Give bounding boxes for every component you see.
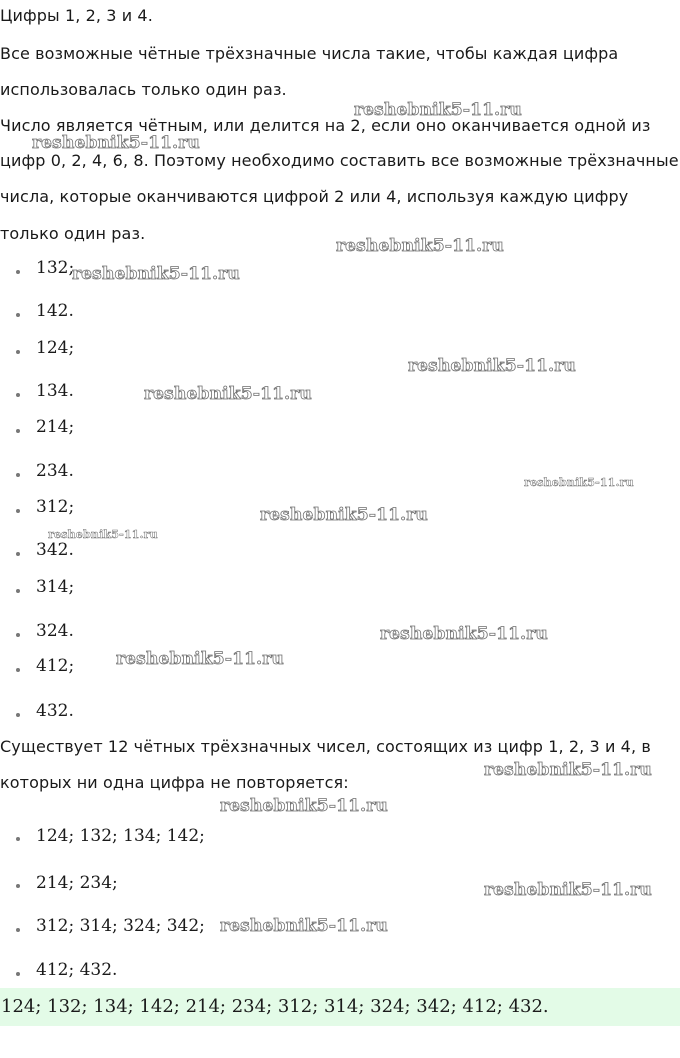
bullet-icon — [16, 473, 20, 477]
watermark: reshebnik5-11.ru — [524, 476, 634, 489]
explanation-line-3: числа, которые оканчиваются цифрой 2 или 4, используя каждую цифру — [0, 187, 629, 206]
watermark: reshebnik5-11.ru — [380, 624, 548, 644]
list-item: 342. — [36, 540, 74, 560]
bullet-icon — [16, 633, 20, 637]
group-item: 312; 314; 324; 342; — [36, 916, 205, 936]
bullet-icon — [16, 393, 20, 397]
answer-box — [0, 988, 680, 1026]
list-item: 132; — [36, 258, 75, 278]
watermark: reshebnik5-11.ru — [484, 760, 652, 780]
list-item: 324. — [36, 621, 74, 641]
group-item: 214; 234; — [36, 873, 118, 893]
watermark: reshebnik5-11.ru — [220, 916, 388, 936]
explanation-line-2: цифр 0, 2, 4, 6, 8. Поэтому необходимо составить все возможные трёхзначные — [0, 151, 679, 170]
list-item: 314; — [36, 577, 75, 597]
watermark: reshebnik5-11.ru — [116, 649, 284, 669]
bullet-icon — [16, 972, 20, 976]
explanation-line-1: Число является чётным, или делится на 2, если оно оканчивается одной из — [0, 116, 651, 135]
watermark: reshebnik5-11.ru — [354, 100, 522, 120]
summary-line-2: которых ни одна цифра не повторяется: — [0, 773, 349, 792]
bullet-icon — [16, 837, 20, 841]
list-item: 214; — [36, 417, 75, 437]
list-item: 312; — [36, 497, 75, 517]
list-item: 432. — [36, 701, 74, 721]
bullet-icon — [16, 884, 20, 888]
intro-digits-line: Цифры 1, 2, 3 и 4. — [0, 6, 153, 25]
bullet-icon — [16, 270, 20, 274]
watermark: reshebnik5-11.ru — [220, 796, 388, 816]
list-item: 142. — [36, 301, 74, 321]
bullet-icon — [16, 350, 20, 354]
watermark: reshebnik5-11.ru — [408, 356, 576, 376]
intro-task-line-1: Все возможные чётные трёхзначные числа такие, чтобы каждая цифра — [0, 44, 619, 63]
bullet-icon — [16, 589, 20, 593]
bullet-icon — [16, 713, 20, 717]
bullet-icon — [16, 928, 20, 932]
watermark: reshebnik5-11.ru — [336, 236, 504, 256]
bullet-icon — [16, 429, 20, 433]
watermark: reshebnik5-11.ru — [48, 528, 158, 541]
watermark: reshebnik5-11.ru — [260, 505, 428, 525]
bullet-icon — [16, 668, 20, 672]
list-item: 234. — [36, 461, 74, 481]
watermark: reshebnik5-11.ru — [72, 264, 240, 284]
list-item: 124; — [36, 338, 75, 358]
watermark: reshebnik5-11.ru — [144, 384, 312, 404]
bullet-icon — [16, 313, 20, 317]
bullet-icon — [16, 552, 20, 556]
group-item: 412; 432. — [36, 960, 118, 980]
watermark: reshebnik5-11.ru — [32, 133, 200, 153]
answer-text: 124; 132; 134; 142; 214; 234; 312; 314; 324; 342; 412; 432. — [1, 996, 549, 1017]
list-item: 134. — [36, 381, 74, 401]
summary-line-1: Существует 12 чётных трёхзначных чисел, состоящих из цифр 1, 2, 3 и 4, в — [0, 737, 651, 756]
watermark: reshebnik5-11.ru — [484, 880, 652, 900]
intro-task-line-2: использовалась только один раз. — [0, 80, 287, 99]
list-item: 412; — [36, 656, 75, 676]
group-item: 124; 132; 134; 142; — [36, 826, 205, 846]
bullet-icon — [16, 509, 20, 513]
explanation-line-4: только один раз. — [0, 224, 146, 243]
